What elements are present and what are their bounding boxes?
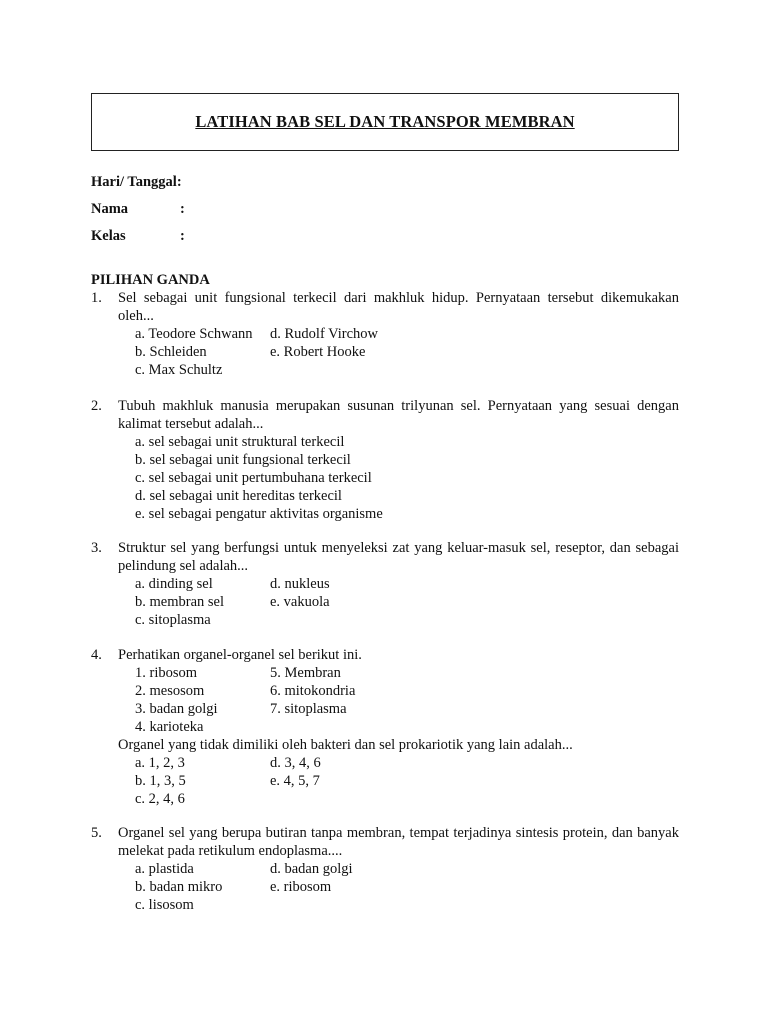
list-item: 4. karioteka [135, 719, 204, 735]
name-field [91, 200, 185, 218]
option: b. sel sebagai unit fungsional terkecil [135, 452, 351, 468]
option: a. Teodore Schwann [135, 326, 253, 342]
option-row [135, 790, 679, 808]
class-colon: : [180, 228, 185, 244]
option-row [135, 878, 679, 896]
option: a. plastida [135, 861, 194, 877]
question-text: Sel sebagai unit fungsional terkecil dari makhluk hidup. Pernyataan tersebut dikemukakan oleh... [118, 290, 679, 324]
option: c. 2, 4, 6 [135, 791, 185, 807]
option-row [135, 343, 679, 361]
option: e. 4, 5, 7 [270, 773, 320, 789]
item-row [135, 718, 679, 736]
option: a. 1, 2, 3 [135, 755, 185, 771]
list-item: 3. badan golgi [135, 701, 218, 717]
option: c. sel sebagai unit pertumbuhana terkecil [135, 470, 372, 486]
option: a. dinding sel [135, 576, 213, 592]
list-item: 5. Membran [270, 665, 341, 681]
option: b. badan mikro [135, 879, 223, 895]
question-number: 5. [91, 825, 102, 841]
question-5 [91, 824, 679, 914]
question-text: Tubuh makhluk manusia merupakan susunan trilyunan sel. Pernyataan yang sesuai dengan kalimat tersebut adalah... [118, 398, 679, 432]
page-title: LATIHAN BAB SEL DAN TRANSPOR MEMBRAN [195, 112, 575, 131]
option-row [135, 575, 679, 593]
option-row [135, 754, 679, 772]
item-row [135, 700, 679, 718]
option: b. membran sel [135, 594, 224, 610]
question-number: 2. [91, 398, 102, 414]
option: d. badan golgi [270, 861, 353, 877]
item-row [135, 682, 679, 700]
option: d. 3, 4, 6 [270, 755, 321, 771]
option: e. Robert Hooke [270, 344, 366, 360]
option: e. vakuola [270, 594, 330, 610]
option-row [135, 611, 679, 629]
date-field [91, 173, 182, 191]
question-number: 4. [91, 647, 102, 663]
option: c. sitoplasma [135, 612, 211, 628]
question-number: 3. [91, 540, 102, 556]
option: b. 1, 3, 5 [135, 773, 186, 789]
list-item: 6. mitokondria [270, 683, 356, 699]
option: c. lisosom [135, 897, 194, 913]
item-row [135, 664, 679, 682]
name-label: Nama [91, 201, 129, 217]
section-heading: PILIHAN GANDA [91, 272, 210, 288]
option-row [135, 860, 679, 878]
question-text: Organel sel yang berupa butiran tanpa membran, tempat terjadinya sintesis protein, dan banyak melekat pada retikulum endoplasma.... [118, 825, 679, 859]
question-2 [91, 397, 679, 523]
list-item: 2. mesosom [135, 683, 205, 699]
question-3 [91, 539, 679, 629]
question-text: Perhatikan organel-organel sel berikut ini. [118, 647, 362, 663]
option-row [135, 772, 679, 790]
name-colon: : [180, 201, 185, 217]
option: b. Schleiden [135, 344, 207, 360]
option-row [135, 361, 679, 379]
class-label: Kelas [91, 228, 126, 244]
option-row [135, 896, 679, 914]
date-label: Hari/ Tanggal: [91, 174, 182, 190]
option-row [135, 325, 679, 343]
question-text: Struktur sel yang berfungsi untuk menyeleksi zat yang keluar-masuk sel, reseptor, dan sebagai pelindung sel adalah... [118, 540, 679, 574]
option-row [135, 593, 679, 611]
option: d. nukleus [270, 576, 330, 592]
question-number: 1. [91, 290, 102, 306]
class-field [91, 227, 185, 245]
title-box [91, 93, 679, 151]
question-lead: Organel yang tidak dimiliki oleh bakteri dan sel prokariotik yang lain adalah... [118, 737, 573, 753]
list-item: 1. ribosom [135, 665, 198, 681]
option: d. sel sebagai unit hereditas terkecil [135, 488, 342, 504]
option: a. sel sebagai unit struktural terkecil [135, 434, 345, 450]
question-1 [91, 289, 679, 379]
option: c. Max Schultz [135, 362, 223, 378]
option: e. sel sebagai pengatur aktivitas organisme [135, 506, 383, 522]
option: d. Rudolf Virchow [270, 326, 379, 342]
question-4 [91, 646, 679, 808]
list-item: 7. sitoplasma [270, 701, 347, 717]
option: e. ribosom [270, 879, 332, 895]
